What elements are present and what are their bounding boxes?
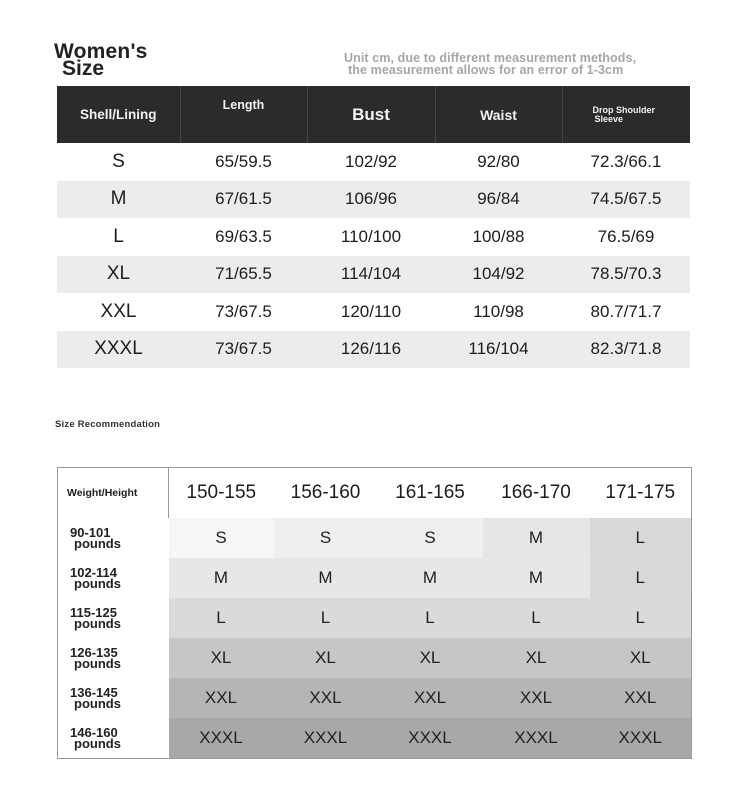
- measurement-cell: 67/61.5: [180, 181, 307, 219]
- table-row: [57, 143, 690, 181]
- title-line-2: Size: [62, 57, 105, 80]
- recommended-size-cell: S: [274, 518, 378, 558]
- table-row: [57, 331, 690, 369]
- recommended-size-cell: XXL: [590, 678, 692, 718]
- measurement-cell: 74.5/67.5: [562, 181, 690, 219]
- table-row: [58, 598, 692, 638]
- table-row: [57, 218, 690, 256]
- measurement-cell: 116/104: [435, 331, 562, 369]
- measurement-cell: 73/67.5: [215, 301, 272, 321]
- table-row: [57, 181, 690, 219]
- weight-range: 146-160: [70, 725, 118, 740]
- recommended-size-cell: XL: [274, 638, 378, 678]
- table-row: [57, 256, 690, 294]
- table-row: [58, 678, 692, 718]
- measurement-cell: 65/59.5: [215, 151, 272, 171]
- size-chart-header-row: [57, 86, 690, 143]
- recommended-size-cell: L: [378, 598, 483, 638]
- measurement-cell: 80.7/71.7: [590, 301, 662, 321]
- size-recommendation-title: Size Recommendation: [55, 419, 161, 430]
- recommended-size-cell: XL: [483, 638, 590, 678]
- header-waist: Waist: [435, 86, 562, 143]
- recommended-size-cell: XXL: [274, 678, 378, 718]
- height-header: 171-175: [590, 468, 692, 519]
- measurement-cell: 114/104: [307, 256, 435, 294]
- weight-cell: [58, 718, 169, 759]
- table-row: [58, 558, 692, 598]
- measurement-cell: 126/116: [307, 331, 435, 369]
- recommended-size-cell: S: [169, 518, 274, 558]
- size-cell: S: [112, 150, 125, 172]
- table-row: [58, 718, 692, 759]
- measurement-cell: 110/98: [473, 301, 524, 321]
- recommended-size-cell: XXXL: [274, 718, 378, 759]
- header-drop-line-1: Drop Shoulder: [592, 104, 655, 115]
- weight-unit: pounds: [74, 616, 121, 631]
- measurement-cell: 100/88: [472, 226, 525, 246]
- size-cell: XXL: [100, 300, 137, 322]
- measurement-cell: 69/63.5: [215, 226, 272, 246]
- recommended-size-cell: L: [169, 598, 274, 638]
- recommended-size-cell: M: [169, 558, 274, 598]
- measurement-cell: 106/96: [307, 181, 435, 219]
- recommended-size-cell: M: [274, 558, 378, 598]
- weight-range: 115-125: [70, 605, 117, 620]
- size-recommendation-table: [57, 467, 692, 759]
- weight-cell: [58, 638, 169, 678]
- measurement-cell: 76.5/69: [597, 226, 655, 246]
- measurement-cell: 78.5/70.3: [562, 256, 690, 294]
- measurement-cell: 92/80: [477, 151, 520, 171]
- unit-note: [344, 52, 674, 76]
- height-header: 150-155: [169, 468, 274, 519]
- weight-cell: [58, 678, 169, 718]
- table-row: [58, 638, 692, 678]
- weight-cell: [58, 558, 169, 598]
- weight-cell: [58, 598, 169, 638]
- height-header: 166-170: [483, 468, 590, 519]
- title-line-1: Women's: [54, 40, 148, 63]
- recommended-size-cell: L: [590, 598, 692, 638]
- measurement-cell: 96/84: [435, 181, 562, 219]
- weight-unit: pounds: [74, 736, 121, 751]
- weight-range: 90-101: [70, 525, 111, 540]
- table-row: [58, 518, 692, 558]
- recommended-size-cell: XL: [590, 638, 692, 678]
- weight-cell: [58, 518, 169, 558]
- recommended-size-cell: XL: [378, 638, 483, 678]
- header-weight-height: Weight/Height: [58, 468, 169, 519]
- recommended-size-cell: S: [378, 518, 483, 558]
- table-row: [57, 293, 690, 331]
- recommended-size-cell: XXL: [169, 678, 274, 718]
- recommended-size-cell: L: [274, 598, 378, 638]
- weight-unit: pounds: [74, 656, 121, 671]
- recommended-size-cell: XXL: [378, 678, 483, 718]
- weight-range: 126-135: [70, 645, 118, 660]
- recommendation-header-row: [58, 468, 692, 519]
- recommended-size-cell: XXXL: [590, 718, 692, 759]
- size-chart-table: [57, 86, 690, 368]
- recommended-size-cell: XXXL: [483, 718, 590, 759]
- size-cell: XXXL: [57, 331, 180, 369]
- header-shell-lining: Shell/Lining: [57, 86, 180, 143]
- recommended-size-cell: XXXL: [169, 718, 274, 759]
- recommended-size-cell: M: [483, 518, 590, 558]
- height-header: 156-160: [274, 468, 378, 519]
- size-cell: XL: [57, 256, 180, 294]
- weight-unit: pounds: [74, 696, 121, 711]
- weight-unit: pounds: [74, 536, 121, 551]
- recommended-size-cell: XXXL: [378, 718, 483, 759]
- size-cell: L: [113, 225, 124, 247]
- measurement-cell: 102/92: [345, 151, 397, 171]
- measurement-cell: 110/100: [340, 226, 402, 246]
- recommended-size-cell: L: [483, 598, 590, 638]
- height-header: 161-165: [378, 468, 483, 519]
- header-drop-line-2: Sleeve: [594, 113, 624, 124]
- recommended-size-cell: XL: [169, 638, 274, 678]
- weight-range: 136-145: [70, 685, 118, 700]
- header-bust: Bust: [307, 86, 435, 143]
- measurement-cell: 72.3/66.1: [590, 151, 662, 171]
- measurement-cell: 82.3/71.8: [562, 331, 690, 369]
- page-title: [54, 40, 184, 80]
- unit-note-line-1: Unit cm, due to different measurement methods,: [344, 51, 637, 65]
- weight-unit: pounds: [74, 576, 121, 591]
- header-drop-shoulder-sleeve: [562, 86, 690, 143]
- recommended-size-cell: M: [483, 558, 590, 598]
- header-length: Length: [180, 86, 307, 143]
- recommended-size-cell: XXL: [483, 678, 590, 718]
- unit-note-line-2: the measurement allows for an error of 1-3cm: [348, 63, 624, 77]
- recommended-size-cell: L: [590, 558, 692, 598]
- size-cell: M: [57, 181, 180, 219]
- weight-range: 102-114: [70, 565, 117, 580]
- measurement-cell: 104/92: [435, 256, 562, 294]
- measurement-cell: 73/67.5: [180, 331, 307, 369]
- recommended-size-cell: M: [378, 558, 483, 598]
- measurement-cell: 71/65.5: [180, 256, 307, 294]
- measurement-cell: 120/110: [340, 301, 402, 321]
- recommended-size-cell: L: [590, 518, 692, 558]
